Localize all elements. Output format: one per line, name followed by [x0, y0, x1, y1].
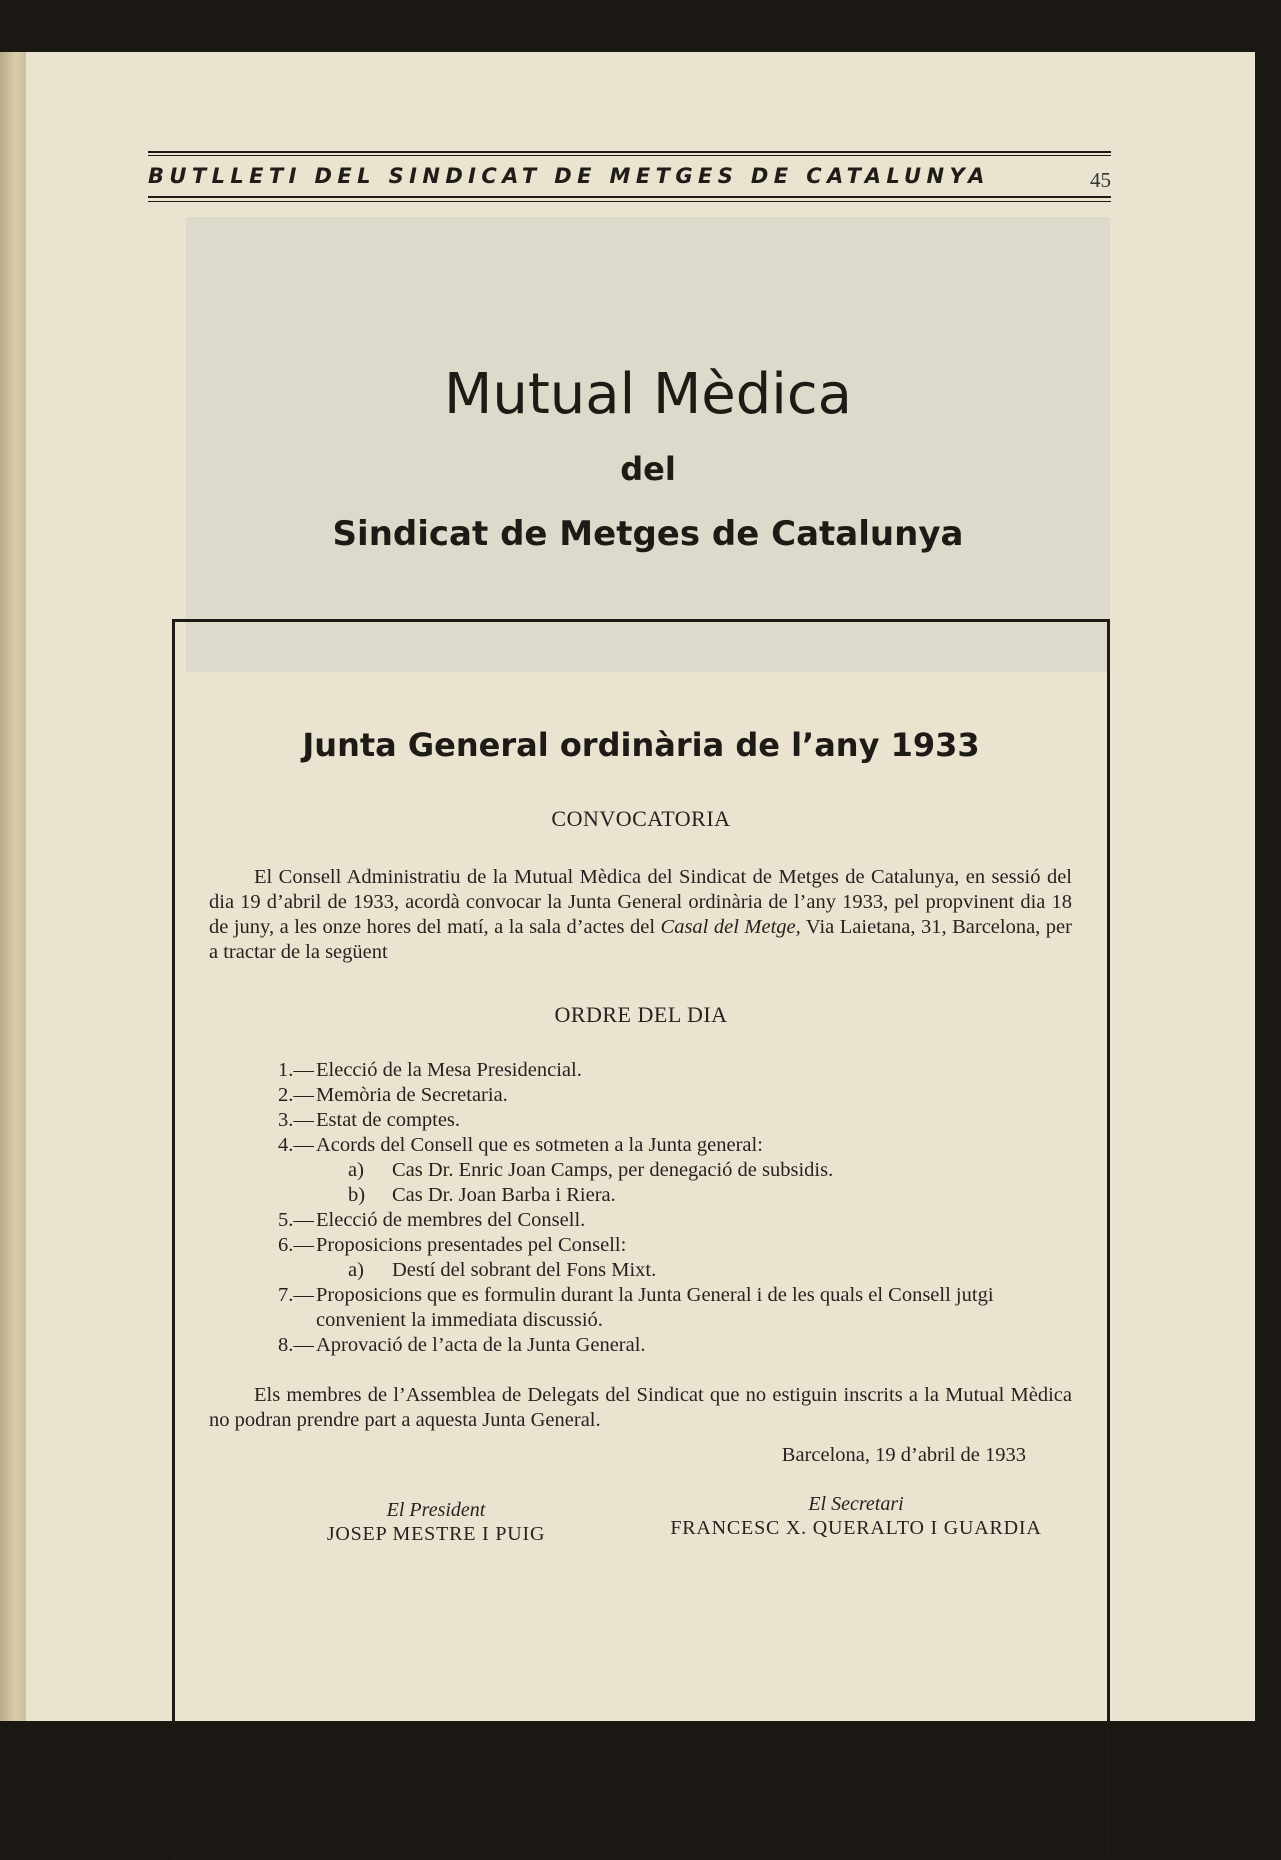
intro-text-1: El Consell Administratiu de la Mutual Mèdica del Sindicat de Metges de Catalunya, en sessió del dia 19 d’abril de 1933, acordà convocar la Junta General ordinària de l’any 1933, pel propvinent dia 18 de juny, a les onze hores del matí, a la sala d’actes del [209, 866, 1072, 938]
agenda-item [278, 1133, 1074, 1158]
intro-venue: Casal del Metge, [660, 916, 801, 938]
agenda-item [278, 1233, 1074, 1258]
agenda-number: 5.— [278, 1209, 314, 1231]
book-page-edge [0, 52, 26, 1721]
section-convocatoria: CONVOCATORIA [551, 806, 731, 831]
organization-name: Sindicat de Metges de Catalunya [332, 514, 964, 554]
agenda-item [278, 1283, 1074, 1333]
agenda-item [278, 1058, 1074, 1083]
notice-heading: Junta General ordinària de l’any 1933 [302, 726, 980, 764]
intro-paragraph [209, 865, 1072, 965]
secretary-name: FRANCESC X. QUERALTO I GUARDIA [670, 1517, 1042, 1539]
title-shaded-area [186, 217, 1110, 672]
section-ordre-del-dia: ORDRE DEL DIA [554, 1002, 728, 1027]
president-signature [276, 1498, 596, 1546]
agenda-subitem-text: Cas Dr. Joan Barba i Riera. [392, 1184, 616, 1206]
agenda-text: Aprovació de l’acta de la Junta General. [316, 1334, 646, 1356]
agenda-text: Estat de comptes. [316, 1109, 461, 1131]
header-rule-top-thin [148, 155, 1111, 156]
agenda-number: 2.— [278, 1084, 314, 1106]
agenda-subitem-letter: b) [348, 1184, 366, 1206]
agenda-number: 7.— [278, 1284, 314, 1306]
agenda-text: Proposicions que es formulin durant la Junta General i de les quals el Consell jutgi convenient la immediata discussió. [316, 1284, 994, 1331]
agenda-subitem [278, 1183, 1074, 1208]
page-title: Mutual Mèdica [444, 362, 852, 427]
closing-paragraph: Els membres de l’Assemblea de Delegats del Sindicat que no estiguin inscrits a la Mutual Mèdica no podran prendre part a aquesta Junta General. [209, 1384, 1072, 1431]
agenda-number: 8.— [278, 1334, 314, 1356]
header-rule-bottom [148, 196, 1111, 198]
notice-box-top-border [172, 619, 1110, 622]
notice-box-right-border [1107, 619, 1110, 1859]
notice-box-left-border [172, 619, 175, 1859]
agenda-text: Acords del Consell que es sotmeten a la Junta general: [316, 1134, 763, 1156]
agenda-subitem-letter: a) [348, 1159, 364, 1181]
agenda-text: Proposicions presentades pel Consell: [316, 1234, 627, 1256]
agenda-text: Elecció de membres del Consell. [316, 1209, 586, 1231]
president-role: El President [386, 1499, 486, 1521]
agenda-subitem-text: Destí del sobrant del Fons Mixt. [392, 1259, 657, 1281]
agenda-number: 6.— [278, 1234, 314, 1256]
header-rule-top [148, 151, 1111, 153]
agenda-number: 4.— [278, 1134, 314, 1156]
agenda-item [278, 1333, 1074, 1358]
agenda-text: Memòria de Secretaria. [316, 1084, 508, 1106]
agenda-number: 1.— [278, 1059, 314, 1081]
agenda-item [278, 1108, 1074, 1133]
date-line: Barcelona, 19 d’abril de 1933 [781, 1444, 1026, 1466]
agenda-list [278, 1058, 1074, 1358]
agenda-number: 3.— [278, 1109, 314, 1131]
page-number: 45 [1090, 168, 1111, 192]
secretary-role: El Secretari [808, 1493, 904, 1515]
running-head: BUTLLETI DEL SINDICAT DE METGES DE CATALUNYA [148, 164, 990, 188]
notice-box-bottom-border [172, 1854, 1110, 1857]
president-name: JOSEP MESTRE I PUIG [326, 1523, 546, 1545]
agenda-subitem [278, 1258, 1074, 1283]
agenda-subitem-text: Cas Dr. Enric Joan Camps, per denegació de subsidis. [392, 1159, 834, 1181]
agenda-item [278, 1083, 1074, 1108]
document-page [26, 52, 1255, 1721]
secretary-signature [636, 1492, 1076, 1540]
agenda-subitem [278, 1158, 1074, 1183]
agenda-subitem-letter: a) [348, 1259, 364, 1281]
agenda-item [278, 1208, 1074, 1233]
agenda-text: Elecció de la Mesa Presidencial. [316, 1059, 582, 1081]
header-rule-bottom-thin [148, 201, 1111, 202]
title-connector: del [620, 450, 676, 488]
intro-text-2: Via Laietana, 31, Barcelona, per a tractar de la següent [209, 916, 1072, 963]
